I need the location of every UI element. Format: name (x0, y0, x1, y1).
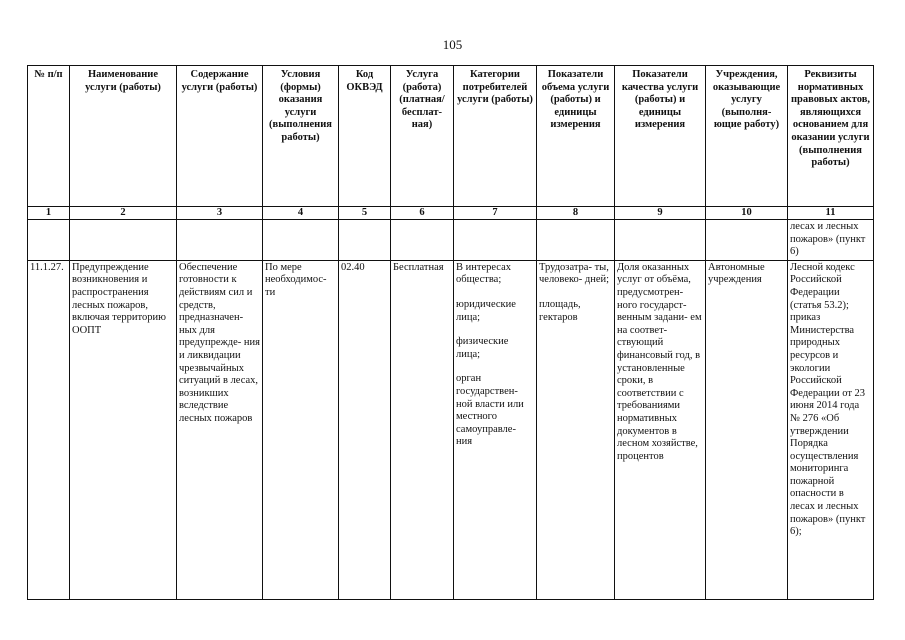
row-number-cell: 11.1.27. (28, 260, 70, 599)
table-cell (454, 220, 537, 261)
consumer-item: физические лица; (456, 336, 509, 360)
legal-acts-cell: Лесной кодекс Российской Федерации (статья 53.2); приказ Министерства природных ресурсов и экологии Российской Федерации от 23 июня 2014 года № 276 «Об утверждении Порядка осуществления мониторинга пожарной опасности в лесах и лесных пожаров» (пункт 6); (788, 260, 874, 599)
column-number: 11 (788, 207, 874, 220)
column-number: 4 (263, 207, 339, 220)
header-cell-consumers: Категории потребителей услуги (работы) (454, 66, 537, 207)
header-row (28, 66, 874, 207)
services-table (27, 65, 874, 600)
paid-status-cell: Бесплатная (391, 260, 454, 599)
header-cell-content: Содержание услуги (работы) (177, 66, 263, 207)
column-number: 9 (615, 207, 706, 220)
table-cell (391, 220, 454, 261)
header-cell-legal: Реквизиты нормативных правовых актов, являющихся основанием для оказании услуги (выполнения работы) (788, 66, 874, 207)
header-cell-institutions: Учреждения, оказывающие услугу (выполня- ющие работу) (706, 66, 788, 207)
continuation-legal-cell: лесах и лесных пожаров» (пункт 6) (788, 220, 874, 261)
service-name-cell: Предупреждение возникновения и распространения лесных пожаров, включая территорию ООПТ (70, 260, 177, 599)
header-cell-number: № п/п (28, 66, 70, 207)
institutions-cell: Автономные учреждения (706, 260, 788, 599)
consumer-item: орган государствен- ной власти или местного самоуправле- ния (456, 373, 524, 448)
column-number: 7 (454, 207, 537, 220)
table-row (28, 260, 874, 599)
volume-item: Трудозатра- ты, человеко- дней; (539, 261, 610, 286)
service-conditions-cell: По мере необходимос- ти (263, 260, 339, 599)
header-cell-name: Наименование услуги (работы) (70, 66, 177, 207)
service-content-cell: Обеспечение готовности к действиям сил и средств, предназначен- ных для предупрежде- ния и ликвидации чрезвычайных ситуаций в лесах, возникших вследствие лесных пожаров (177, 260, 263, 599)
column-number-row (28, 207, 874, 220)
column-number: 2 (70, 207, 177, 220)
header-cell-quality: Показатели качества услуги (работы) и единицы измерения (615, 66, 706, 207)
column-number: 5 (339, 207, 391, 220)
continuation-row (28, 220, 874, 261)
column-number: 3 (177, 207, 263, 220)
table-cell (263, 220, 339, 261)
table-cell (615, 220, 706, 261)
column-number: 1 (28, 207, 70, 220)
table-cell (28, 220, 70, 261)
header-cell-volume: Показатели объема услуги (работы) и единицы измерения (537, 66, 615, 207)
column-number: 6 (391, 207, 454, 220)
table-cell (537, 220, 615, 261)
consumer-item: В интересах общества; (456, 261, 511, 286)
quality-indicators-cell: Доля оказанных услуг от объёма, предусмотрен- ного государст- венным задани- ем на соответ- ствующий финансовый год, в установленные сроки, в соответствии с требованиями нормативных документов в лесном хозяйстве, процентов (615, 260, 706, 599)
volume-item: площадь, гектаров (539, 298, 581, 323)
consumer-item: юридические лица; (456, 298, 516, 323)
okved-code-cell: 02.40 (339, 260, 391, 599)
table-cell (339, 220, 391, 261)
page-number: 105 (442, 37, 463, 52)
table-cell (706, 220, 788, 261)
table-cell (70, 220, 177, 261)
volume-indicators-cell (537, 260, 615, 599)
header-cell-paid: Услуга (работа) (платная/ бесплат- ная) (391, 66, 454, 207)
column-number: 8 (537, 207, 615, 220)
header-cell-okved: Код ОКВЭД (339, 66, 391, 207)
table-cell (177, 220, 263, 261)
consumers-cell (454, 260, 537, 599)
header-cell-conditions: Условия (формы) оказания услуги (выполнения работы) (263, 66, 339, 207)
column-number: 10 (706, 207, 788, 220)
